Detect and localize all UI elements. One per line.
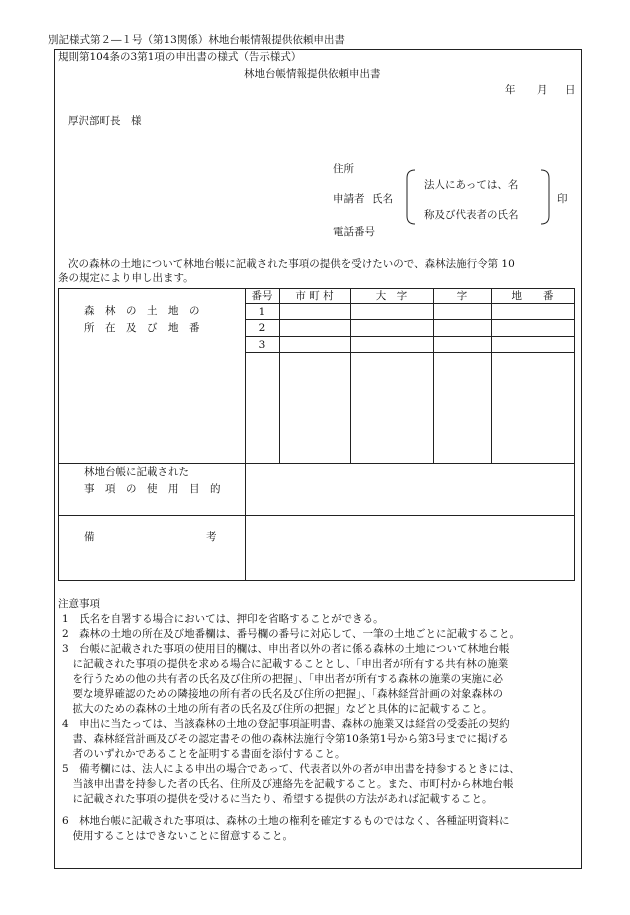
corp-note-2: 称及び代表者の氏名	[424, 209, 519, 221]
remarks-label-left: 備	[84, 531, 95, 543]
location-label-1: 森 林 の 土 地 の	[84, 305, 200, 317]
remarks-label-right: 考	[206, 531, 217, 543]
note-line: 2 森林の土地の所在及び地番欄は、番号欄の番号に対応して、一筆の土地ごとに記載すること。	[62, 628, 520, 640]
header-lot-number: 地 番	[511, 290, 554, 302]
note-line: 使用することはできないことに留意すること。	[62, 830, 293, 842]
header-number: 番号	[251, 290, 273, 302]
date-day: 日	[565, 84, 576, 96]
form-name: 林地台帳情報提供依頼申出書	[244, 68, 381, 80]
seal-mark: 印	[557, 193, 568, 205]
form-title: 別記様式第２―１号（第13関係）林地台帳情報提供依頼申出書	[48, 34, 345, 46]
date-year: 年	[505, 84, 516, 96]
row-number-3: 3	[258, 339, 266, 351]
note-line: 当該申出書を持参した者の氏名、住所及び連絡先を記載すること。また、市町村から林地台帳	[62, 778, 514, 790]
recipient: 厚沢部町長 様	[68, 115, 142, 127]
notes-title: 注意事項	[58, 598, 100, 610]
phone-label: 電話番号	[333, 226, 375, 238]
request-line-2: 条の規定により申し出ます。	[58, 272, 194, 284]
purpose-label-2: 事 項 の 使 用 目 的	[84, 483, 221, 495]
applicant-label: 申請者	[333, 193, 365, 205]
note-line: 書、森林経営計画及びその認定書その他の森林法施行令第10条第1号から第3号までに掲げる	[62, 733, 509, 745]
note-line: 5 備考欄には、法人による申出の場合であって、代表者以外の者が申出書を持参するときには、	[62, 763, 520, 775]
address-label: 住所	[333, 163, 354, 175]
header-oaza: 大 字	[375, 290, 408, 302]
date-month: 月	[537, 84, 548, 96]
note-line: に記載された事項の提供を求める場合に記載することとし、「申出者が所有する共有林の施業	[62, 658, 509, 670]
name-label: 氏名	[372, 193, 393, 205]
note-line: 要な境界確認のための隣接地の所有者の氏名及び住所の把握」、「森林経営計画の対象森林の	[62, 688, 503, 700]
header-municipality: 市 町 村	[295, 290, 334, 302]
row-number-2: 2	[258, 322, 266, 334]
note-line: 4 申出に当たっては、当該森林の土地の登記事項証明書、森林の施業又は経営の受委託の契約	[62, 718, 510, 730]
note-line: 拡大のための森林の土地の所有者の氏名及び住所の把握」などと具体的に記載すること。	[62, 703, 493, 715]
location-label-2: 所 在 及 び 地 番	[84, 322, 200, 334]
header-aza: 字	[456, 290, 468, 302]
note-line: 3 台帳に記載された事項の使用目的欄は、申出者以外の者に係る森林の土地について林地台帳	[62, 643, 510, 655]
request-line-1: 次の森林の土地について林地台帳に記載された事項の提供を受けたいので、森林法施行令第 10	[68, 258, 515, 270]
note-line: を行うための他の共有者の氏名及び住所の把握」、「申出者が所有する森林の施業の実施に必	[62, 673, 503, 685]
note-line: 6 林地台帳に記載された事項は、森林の土地の権利を確定するものではなく、各種証明資料に	[62, 815, 510, 827]
land-table	[58, 288, 575, 581]
corp-note-1: 法人にあっては、名	[424, 179, 519, 191]
row-number-1: 1	[258, 306, 266, 318]
note-line: 1 氏名を自署する場合においては、押印を省略することができる。	[62, 613, 384, 625]
purpose-label-1: 林地台帳に記載された	[84, 466, 189, 478]
rule-line: 規則第104条の3第1項の申出書の様式（告示様式）	[58, 51, 302, 63]
note-line: 者のいずれかであることを証明する書面を添付すること。	[62, 748, 346, 760]
note-line: に記載された事項の提供を受けるに当たり、希望する提供の方法があれば記載すること。	[62, 793, 493, 805]
